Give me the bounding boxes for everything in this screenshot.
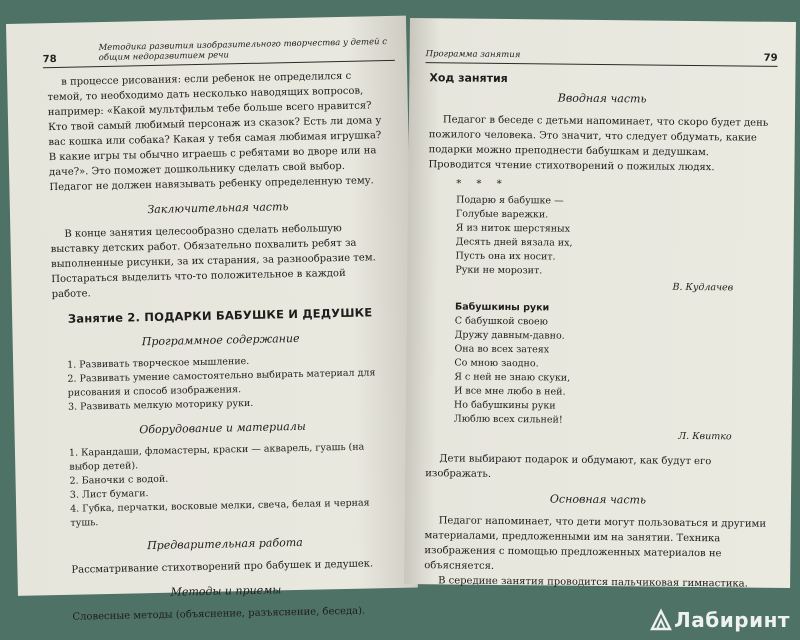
poem-line: Подарю я бабушке — — [456, 194, 564, 207]
methods-heading: Методы и приемы — [170, 583, 282, 599]
prep-text: Рассматривание стихотворений про бабушек и дедушек. — [71, 558, 374, 576]
poem-line: Голубые варежки. — [455, 208, 549, 221]
poem-2 — [426, 300, 773, 430]
methods-text: Словесные методы (объяснение, разъяснение, беседа). — [72, 605, 366, 623]
left-page — [6, 16, 418, 623]
prep-heading: Предварительная работа — [146, 535, 303, 553]
poem-line: И все мне любо в ней. — [454, 385, 566, 398]
right-page — [404, 18, 796, 588]
children-text: Дети выбирают подарок и обдумают, как будут его изображать. — [425, 453, 712, 480]
program-heading: Программное содержание — [141, 331, 300, 349]
list-item: 3. Развивать мелкую моторику руки. — [67, 397, 254, 413]
poem-line: Дружу давным-давно. — [454, 329, 565, 342]
right-running-title: Программа занятия — [425, 49, 521, 61]
left-page-body — [47, 68, 394, 625]
final-part-heading: Заключительная часть — [147, 200, 289, 217]
poem-line: Люблю всех сильней! — [453, 413, 563, 426]
list-item: 1. Карандаши, фломастеры, краски — акварель, гуашь (на выбор детей). — [68, 441, 365, 473]
poem-1-author: В. Кудлачев — [672, 281, 734, 294]
left-page-header — [42, 37, 395, 68]
list-item: 3. Лист бумаги. — [69, 488, 149, 501]
poem-line: Я из ниток шерстяных — [455, 222, 571, 235]
poem-2-title: Бабушкины руки — [454, 301, 550, 314]
poem-line: Я с ней не знаю скуки, — [454, 371, 571, 384]
main-part-text: Педагог напоминает, что дети могут пользоваться и другими материалами, предложенными им на занятии. Техника изображения с помощью предложенных материалов не объясняется. — [424, 515, 767, 572]
equipment-heading: Оборудование и материалы — [139, 419, 306, 437]
labirint-logo-icon — [650, 609, 672, 631]
right-page-number: 79 — [763, 52, 778, 64]
poem-line: Со мною заодно. — [454, 357, 539, 370]
poem-line: Но бабушкины руки — [453, 399, 556, 412]
intro-heading: Вводная часть — [557, 91, 647, 106]
main-part-heading: Основная часть — [549, 492, 647, 507]
poem-line: Пусть она их носит. — [455, 250, 556, 263]
list-item: 2. Развивать умение самостоятельно выбирать материал для рисования и способ изображения. — [67, 367, 376, 399]
poem-2-author: Л. Квитко — [678, 430, 732, 443]
list-item: 1. Развивать творческое мышление. — [67, 355, 250, 371]
poem-1 — [427, 193, 774, 281]
poem-separator: * * * — [456, 178, 508, 191]
list-item: 4. Губка, перчатки, восковые мелки, свеча, белая и черная тушь. — [70, 497, 370, 529]
lesson-title: Занятие 2. ПОДАРКИ БАБУШКЕ И ДЕДУШКЕ — [67, 305, 373, 326]
right-page-body — [424, 70, 775, 592]
left-running-title: Методика развития изобразительного творчества у детей с общим недоразвитием речи — [98, 37, 388, 64]
watermark-text: Лабиринт — [674, 608, 790, 632]
poem-line: Она во всех затеях — [454, 343, 550, 356]
right-page-header — [426, 44, 778, 67]
program-list — [53, 352, 390, 415]
poem-line: С бабушкой своею — [454, 315, 548, 328]
intro-text: Педагог в беседе с детьми напоминает, что скоро будет день пожилого человека. Это значит, что следует обдумать, какие подарки можно преподнести бабушкам и дедушкам. Проводится чтение стихотворений о пожилых людях. — [428, 114, 769, 174]
poem-line: Десять дней вязала их, — [455, 236, 573, 249]
left-page-number: 78 — [42, 53, 57, 66]
poem-line: Руки не морозит. — [455, 264, 543, 277]
labirint-watermark — [650, 608, 790, 632]
main-part-text-2: В середине занятия проводится пальчиковая гимнастика. — [438, 575, 748, 590]
intro-paragraph: в процессе рисования: если ребенок не определился с темой, то необходимо дать несколько наводящих вопросов, например: «Какой мультфильм тебе больше всего нравится? Кто твой самый любимый персонаж из сказок? Есть ли дома у вас кошка или собака? Какая у тебя самая любимая игрушка? В какие игры ты обычно играешь с ребятами во дворе или на даче?». Это поможет дошкольнику сделать свой выбор. Педагог не должен навязывать ребенку определенную тему. — [47, 70, 382, 194]
list-item: 2. Баночки с водой. — [69, 473, 169, 487]
course-heading: Ход занятия — [429, 71, 508, 86]
equipment-list — [55, 440, 393, 531]
final-part-text: В конце занятия целесообразно сделать небольшую выставку детских работ. Обязательно похвалить ребят за выполненные рисунки, за их старания, за разнообразие тем. Постараться выделить что-то положительное в каждой работе. — [50, 223, 376, 301]
